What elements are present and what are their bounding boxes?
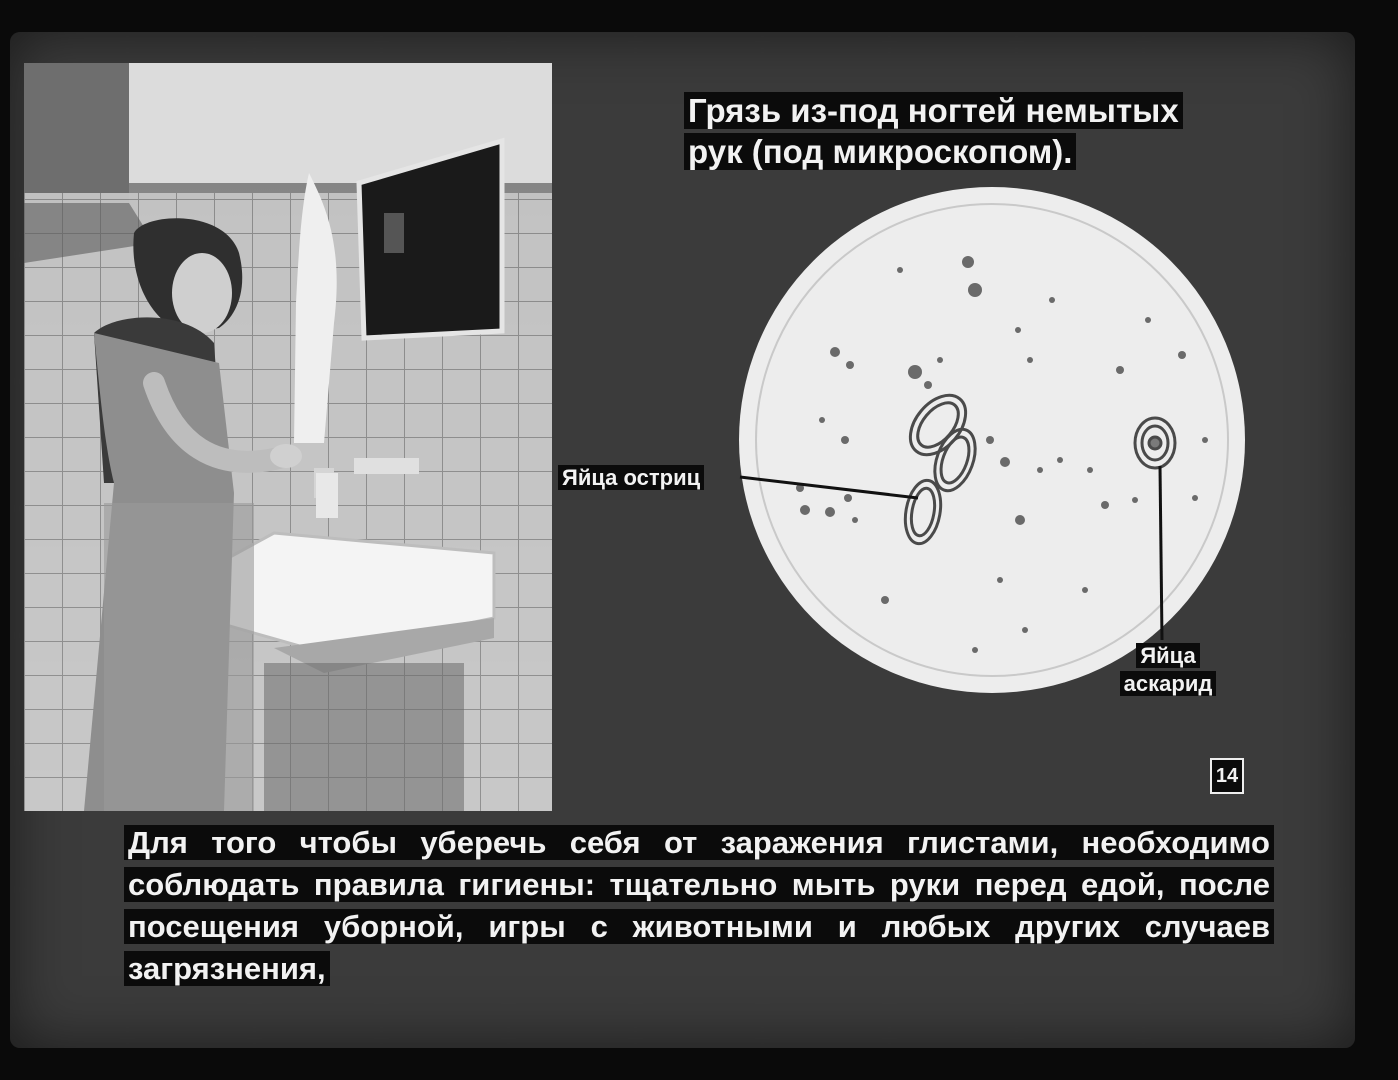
label-pinworm-eggs-text: Яйца остриц [558,465,704,490]
slide-caption [124,822,1274,990]
slide-caption-text: Для того чтобы уберечь себя от заражения глистами, необходимо соблюдать правила гигиены: тщательно мыть руки перед едой, после посещения уборной, игры с животными и любых других случаев загрязнения, [124,825,1274,986]
page-number-badge: 14 [1210,758,1244,794]
slide-title-text: Грязь из-под ногтей немытых рук (под микроскопом). [684,92,1183,170]
roundworm-pointer-line [1160,466,1162,640]
label-roundworm-eggs [1108,642,1228,698]
label-pinworm-eggs [558,464,704,492]
label-roundworm-eggs-text: Яйца аскарид [1120,643,1217,696]
roundworm-egg [1135,418,1175,468]
